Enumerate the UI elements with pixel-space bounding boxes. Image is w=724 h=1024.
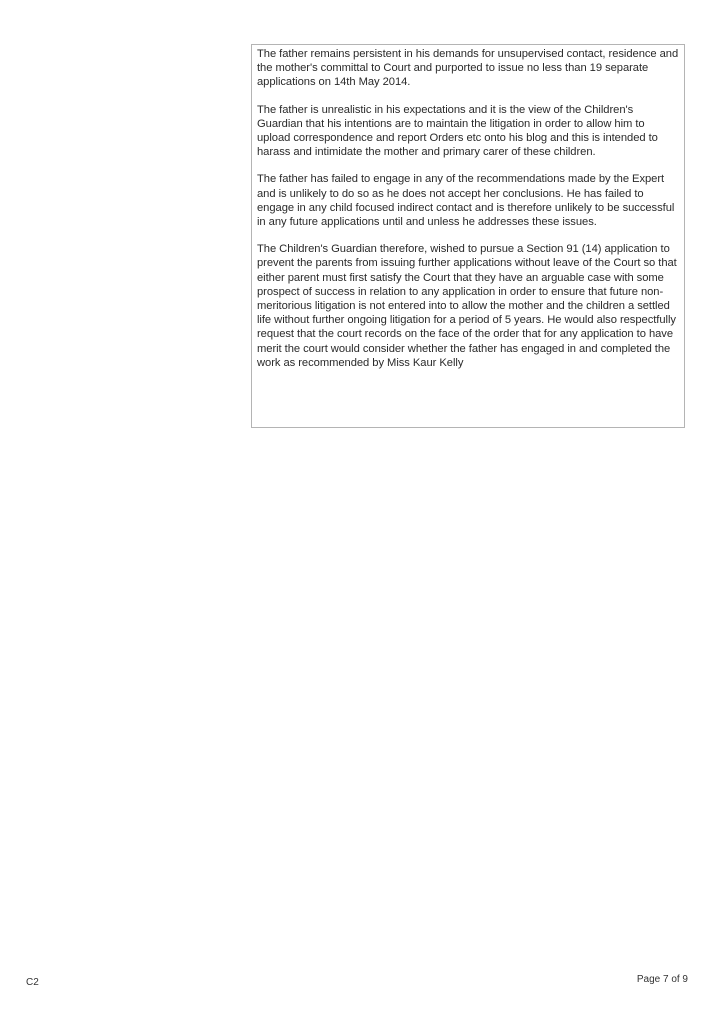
- page-number: Page 7 of 9: [636, 974, 688, 985]
- paragraph-section-91-application: The Children's Guardian therefore, wished to pursue a Section 91 (14) application to prevent the parents from issuing further applications without leave of the Court so that either parent must first satisfy the Court that they have an arguable case with some prospect of success in relation to any application in order to ensure that future non-meritorious litigation is not entered into to allow the mother and the children a settled life without further ongoing litigation for a period of 5 years. He would also respectfully request that the court records on the face of the order that for any application to have merit the court would consider whether the father has engaged in and completed the work as recommended by Miss Kaur Kelly: [257, 243, 677, 369]
- paragraph-failed-engagement: The father has failed to engage in any of the recommendations made by the Expert and is unlikely to do so as he does not accept her conclusions. He has failed to engage in any child focused indirect contact and is therefore unlikely to be successful in any future applications until and unless he addresses these issues.: [257, 173, 675, 229]
- paragraph-father-expectations: The father is unrealistic in his expectations and it is the view of the Children's Guardian that his intentions are to maintain the litigation in order to allow him to upload correspondence and report Orders etc onto his blog and this is intended to harass and intimidate the mother and primary carer of these children.: [257, 103, 658, 159]
- paragraph-father-demands: The father remains persistent in his demands for unsupervised contact, residence and the mother's committal to Court and purported to issue no less than 19 separate applications on 14th May 2014.: [257, 48, 679, 89]
- statement-text-box: [251, 44, 685, 428]
- form-code: C2: [26, 977, 39, 988]
